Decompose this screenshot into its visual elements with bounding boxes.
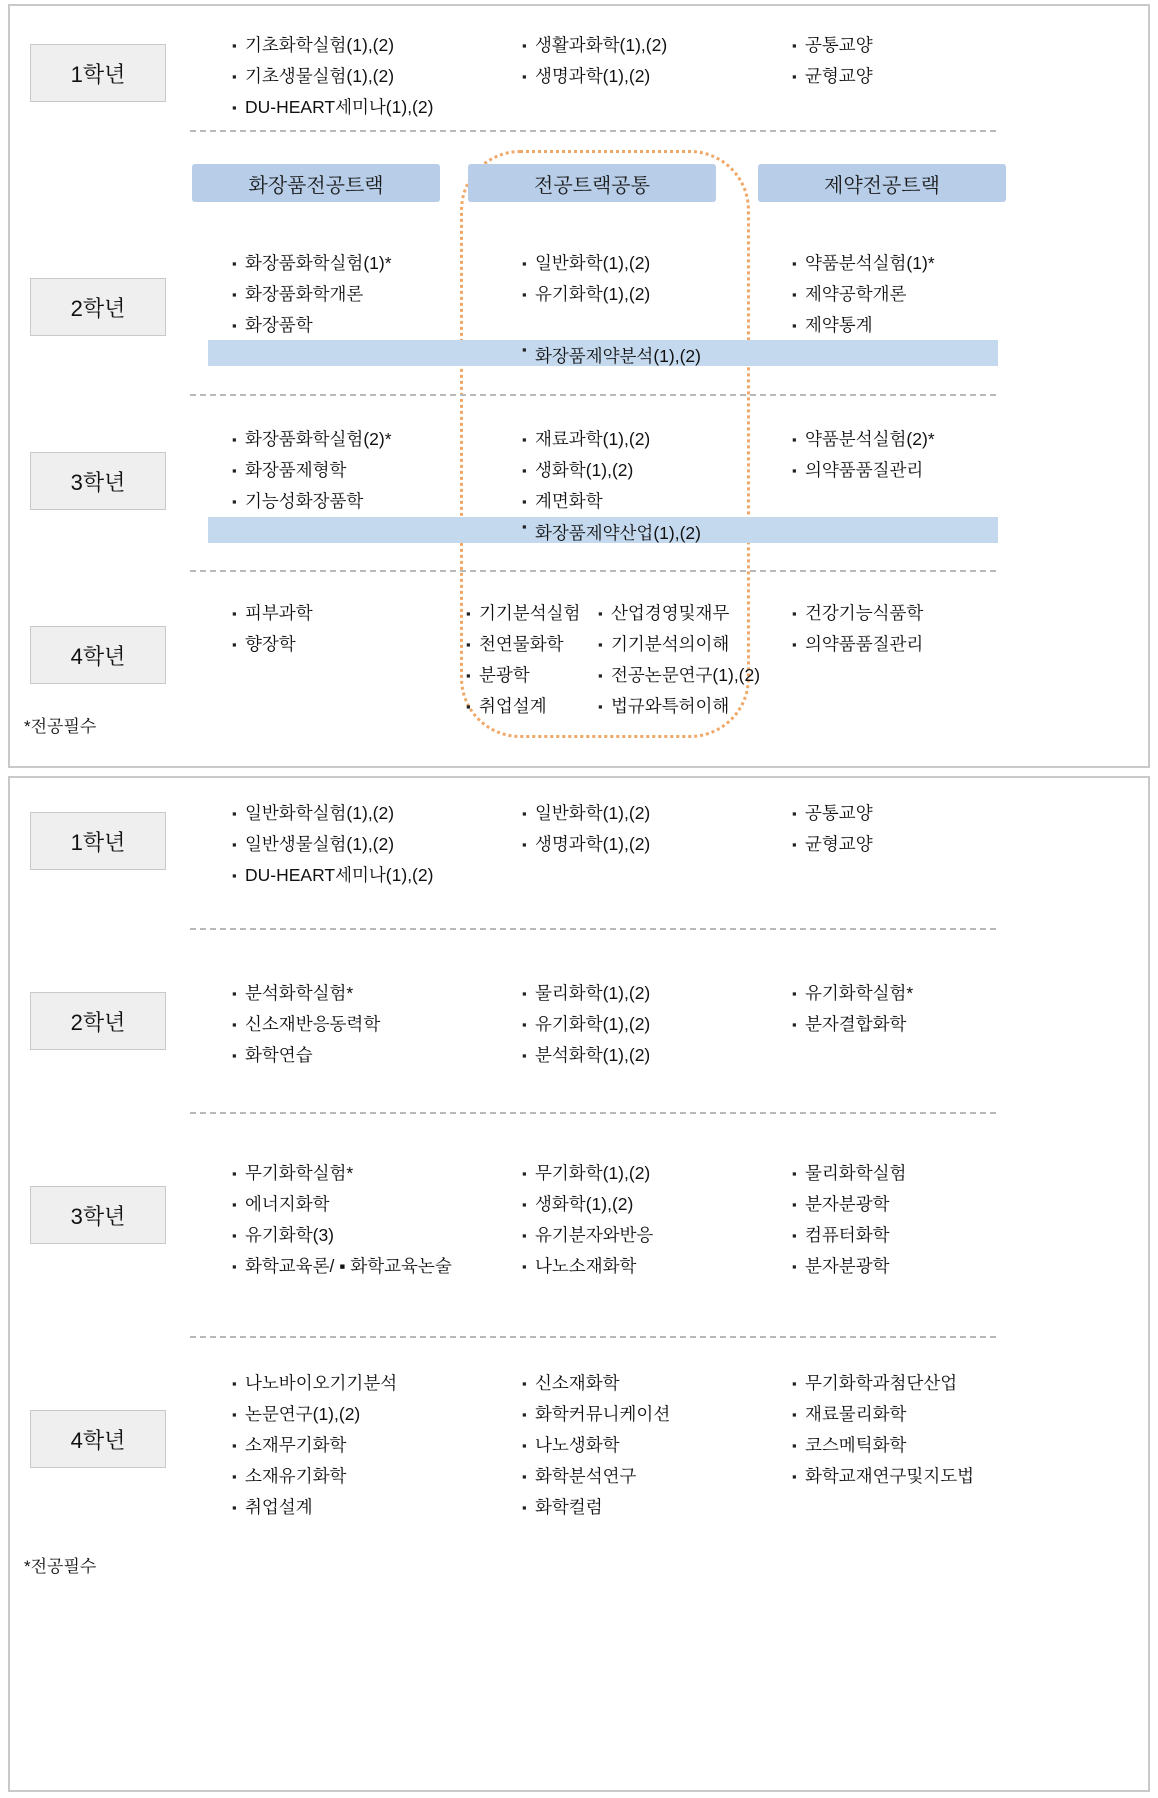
year-label-text: 4학년 — [70, 643, 126, 669]
year-label-2 — [30, 992, 166, 1050]
course-item: ▪ 생명과학(1),(2) — [522, 829, 650, 860]
y1-col2-courses — [522, 30, 667, 92]
year-label-4 — [30, 626, 166, 684]
y4-col3-courses — [792, 598, 923, 660]
course-item: ▪ 법규와특허이해 — [598, 691, 760, 722]
course-item: ▪ 피부과학 — [232, 598, 313, 629]
course-item: ▪ 공통교양 — [792, 798, 873, 829]
y1-col3-courses — [792, 798, 873, 860]
year-label-text: 2학년 — [70, 1009, 126, 1035]
course-item: ▪ 분석화학(1),(2) — [522, 1040, 650, 1071]
course-item: ▪ 기능성화장품학 — [232, 486, 392, 517]
y3-col1-courses — [232, 1158, 452, 1282]
year-label-text: 3학년 — [70, 1203, 126, 1229]
course-item: ▪ 제약통계 — [792, 310, 935, 341]
course-item: ▪ 약품분석실험(1)* — [792, 248, 935, 279]
course-item: ▪ 화학컬럼 — [522, 1492, 670, 1523]
y4-col2a-courses — [466, 598, 580, 722]
year-label-4 — [30, 1410, 166, 1468]
year-divider-3 — [190, 1336, 996, 1338]
y2-col1-courses — [232, 978, 380, 1071]
course-item: ▪ 분광학 — [466, 660, 580, 691]
footnote-major-required: *전공필수 — [24, 717, 97, 736]
year-label-3 — [30, 452, 166, 510]
y2-col3-courses — [792, 978, 913, 1040]
course-item: ▪ 논문연구(1),(2) — [232, 1399, 397, 1430]
course-item: ▪ 화장품학 — [232, 310, 392, 341]
course-item: ▪ 제약공학개론 — [792, 279, 935, 310]
track-header-cosmetics — [192, 164, 440, 202]
course-item: ▪ 계면화학 — [522, 486, 650, 517]
course-item: ▪ 건강기능식품학 — [792, 598, 923, 629]
course-item: ▪ 무기화학과첨단산업 — [792, 1368, 974, 1399]
course-item: ▪ 소재무기화학 — [232, 1430, 397, 1461]
y3-col3-courses — [792, 1158, 906, 1282]
course-item: ▪ 화학교재연구및지도법 — [792, 1461, 974, 1492]
course-item: ▪ 소재유기화학 — [232, 1461, 397, 1492]
course-item: ▪ 생화학(1),(2) — [522, 1189, 653, 1220]
course-item: ▪ 취업설계 — [232, 1492, 397, 1523]
track-header-label: 화장품전공트랙 — [248, 174, 384, 197]
track-header-common — [468, 164, 716, 202]
y1-col1-courses — [232, 30, 433, 123]
course-item: ▪ DU-HEART세미나(1),(2) — [232, 860, 433, 891]
y4-col1-courses — [232, 1368, 397, 1523]
course-item: ▪ 공통교양 — [792, 30, 873, 61]
course-item: ▪ 분석화학실험* — [232, 978, 380, 1009]
y4-col1-courses — [232, 598, 313, 660]
course-item: ▪ 물리화학(1),(2) — [522, 978, 650, 1009]
course-item: ▪ 유기화학(1),(2) — [522, 279, 650, 310]
track-header-label: 제약전공트랙 — [824, 174, 940, 197]
y3-col2-courses — [522, 1158, 653, 1282]
course-item: ▪ 일반생물실험(1),(2) — [232, 829, 433, 860]
course-item: ▪ 나노생화학 — [522, 1430, 670, 1461]
y3-col2-courses — [522, 424, 650, 517]
cosmetics-pharma-panel — [8, 4, 1150, 768]
course-item: ▪ 화학연습 — [232, 1040, 380, 1071]
course-item: ▪ 분자분광학 — [792, 1251, 906, 1282]
year-label-3 — [30, 1186, 166, 1244]
y1-col1-courses — [232, 798, 433, 891]
course-item: ▪ 의약품품질관리 — [792, 455, 935, 486]
course-item: ▪ 물리화학실험 — [792, 1158, 906, 1189]
course-item: ▪ 화장품화학실험(1)* — [232, 248, 392, 279]
course-item: ▪ 에너지화학 — [232, 1189, 452, 1220]
y2-col3-courses — [792, 248, 935, 341]
y2-shared-band-label: ▪ 화장품제약분석(1),(2) — [522, 343, 701, 368]
y2-col2-courses — [522, 978, 650, 1071]
course-item: ▪ 균형교양 — [792, 829, 873, 860]
course-item: ▪ 나노바이오기기분석 — [232, 1368, 397, 1399]
y4-col2b-courses — [598, 598, 760, 722]
course-item: ▪ 분자결합화학 — [792, 1009, 913, 1040]
course-item: ▪ 기초생물실험(1),(2) — [232, 61, 433, 92]
course-item: ▪ 전공논문연구(1),(2) — [598, 660, 760, 691]
course-item: ▪ 천연물화학 — [466, 629, 580, 660]
course-item: ▪ 컴퓨터화학 — [792, 1220, 906, 1251]
course-item: ▪ 화학커뮤니케이션 — [522, 1399, 670, 1430]
course-item: ▪ 신소재반응동력학 — [232, 1009, 380, 1040]
course-item: ▪ 유기분자와반응 — [522, 1220, 653, 1251]
year-label-text: 1학년 — [70, 829, 126, 855]
course-item: ▪ 재료물리화학 — [792, 1399, 974, 1430]
year-label-2 — [30, 278, 166, 336]
course-item: ▪ 생화학(1),(2) — [522, 455, 650, 486]
year-divider-1 — [190, 130, 996, 132]
course-item: ▪ 약품분석실험(2)* — [792, 424, 935, 455]
course-item: ▪ 코스메틱화학 — [792, 1430, 974, 1461]
course-item: ▪ 기기분석의이해 — [598, 629, 760, 660]
y3-col1-courses — [232, 424, 392, 517]
track-header-pharma — [758, 164, 1006, 202]
course-item: ▪ 일반화학(1),(2) — [522, 798, 650, 829]
course-item: ▪ 나노소재화학 — [522, 1251, 653, 1282]
course-item: ▪ 기기분석실험 — [466, 598, 580, 629]
y1-col3-courses — [792, 30, 873, 92]
year-label-1 — [30, 812, 166, 870]
course-item: ▪ 화장품화학실험(2)* — [232, 424, 392, 455]
y1-col2-courses — [522, 798, 650, 860]
year-divider-3 — [190, 570, 996, 572]
course-item: ▪ 화장품제형학 — [232, 455, 392, 486]
y2-col2-courses — [522, 248, 650, 310]
course-item: ▪ 분자분광학 — [792, 1189, 906, 1220]
course-item: ▪ 유기화학(1),(2) — [522, 1009, 650, 1040]
course-item: ▪ 산업경영및재무 — [598, 598, 760, 629]
year-label-text: 2학년 — [70, 295, 126, 321]
y3-shared-band-label: ▪ 화장품제약산업(1),(2) — [522, 520, 701, 545]
footnote-major-required: *전공필수 — [24, 1557, 97, 1576]
course-item: ▪ 향장학 — [232, 629, 313, 660]
y3-col3-courses — [792, 424, 935, 486]
course-item: ▪ 신소재화학 — [522, 1368, 670, 1399]
year-divider-2 — [190, 1112, 996, 1114]
course-item: ▪ 취업설계 — [466, 691, 580, 722]
y2-col1-courses — [232, 248, 392, 341]
course-item: ▪ 재료과학(1),(2) — [522, 424, 650, 455]
course-item: ▪ 화장품화학개론 — [232, 279, 392, 310]
year-label-text: 1학년 — [70, 61, 126, 87]
course-item: ▪ 유기화학실험* — [792, 978, 913, 1009]
chemistry-panel — [8, 776, 1150, 1792]
course-item: ▪ 무기화학실험* — [232, 1158, 452, 1189]
course-item: ▪ 일반화학(1),(2) — [522, 248, 650, 279]
course-item: ▪ 일반화학실험(1),(2) — [232, 798, 433, 829]
course-item: ▪ 균형교양 — [792, 61, 873, 92]
course-item: ▪ 무기화학(1),(2) — [522, 1158, 653, 1189]
year-divider-1 — [190, 928, 996, 930]
course-item: ▪ 화학분석연구 — [522, 1461, 670, 1492]
course-item: ▪ 의약품품질관리 — [792, 629, 923, 660]
y4-col3-courses — [792, 1368, 974, 1492]
course-item: ▪ 화학교육론/ ▪ 화학교육논술 — [232, 1251, 452, 1282]
year-label-text: 4학년 — [70, 1427, 126, 1453]
year-label-text: 3학년 — [70, 469, 126, 495]
course-item: ▪ 생활과화학(1),(2) — [522, 30, 667, 61]
track-header-label: 전공트랙공통 — [534, 174, 650, 197]
course-item: ▪ 유기화학(3) — [232, 1220, 452, 1251]
y4-col2-courses — [522, 1368, 670, 1523]
year-label-1 — [30, 44, 166, 102]
course-item: ▪ 생명과학(1),(2) — [522, 61, 667, 92]
year-divider-2 — [190, 394, 996, 396]
course-item: ▪ DU-HEART세미나(1),(2) — [232, 92, 433, 123]
course-item: ▪ 기초화학실험(1),(2) — [232, 30, 433, 61]
